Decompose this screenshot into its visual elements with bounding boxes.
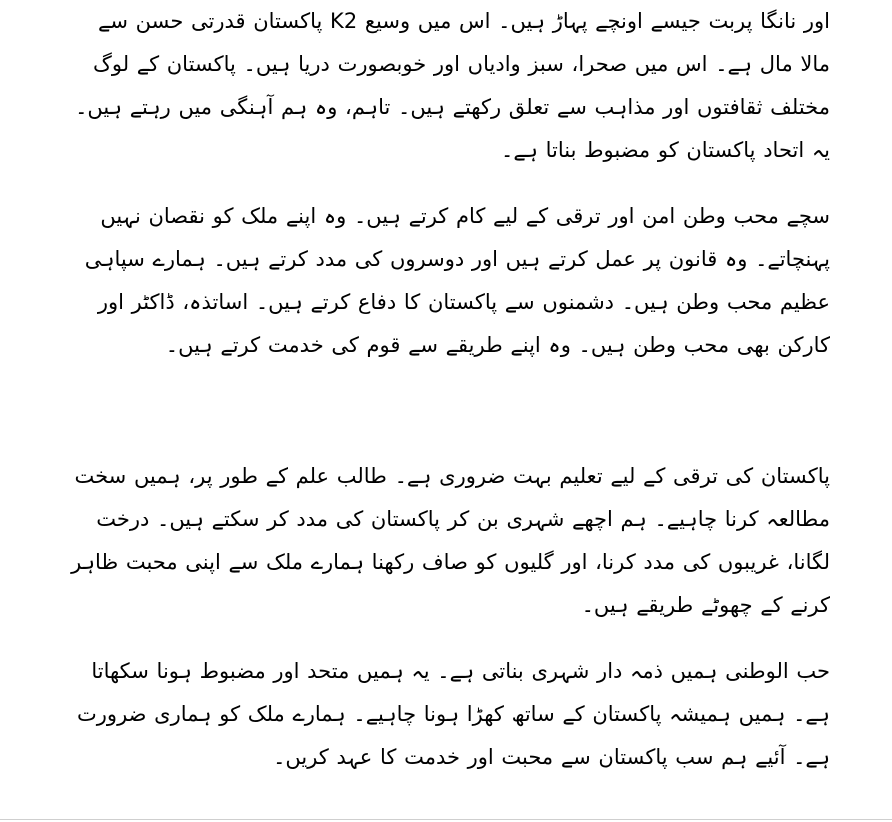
- paragraph-natural-beauty: اور نانگا پربت جیسے اونچے پہاڑ ہیں۔ اس میں وسیع K2 پاکستان قدرتی حسن سے مالا مال ہے۔ اس میں صحرا، سبز وادیاں اور خوبصورت دریا ہیں۔ پاکستان کے لوگ مختلف ثقافتوں اور مذاہب سے تعلق رکھتے ہیں۔ تاہم، وہ ہم آہنگی میں رہتے ہیں۔ یہ اتحاد پاکستان کو مضبوط بناتا ہے۔: [75, 9, 830, 162]
- bottom-divider: [0, 819, 892, 820]
- paragraph-patriotism: حب الوطنی ہمیں ذمہ دار شہری بناتی ہے۔ یہ ہمیں متحد اور مضبوط ہونا سکھاتا ہے۔ ہمیں ہمیشہ پاکستان کے ساتھ کھڑا ہونا چاہیے۔ ہمارے ملک کو ہماری ضرورت ہے۔ آئیے ہم سب پاکستان سے محبت اور خدمت کا عہد کریں۔: [77, 659, 830, 769]
- paragraph-true-patriots: سچے محب وطن امن اور ترقی کے لیے کام کرتے ہیں۔ وہ اپنے ملک کو نقصان نہیں پہنچاتے۔ وہ قانون پر عمل کرتے ہیں اور دوسروں کی مدد کرتے ہیں۔ ہمارے سپاہی عظیم محب وطن ہیں۔ دشمنوں سے پاکستان کا دفاع کرتے ہیں۔ اساتذہ، ڈاکٹر اور کارکن بھی محب وطن ہیں۔ وہ اپنے طریقے سے قوم کی خدمت کرتے ہیں۔: [84, 204, 830, 357]
- paragraph-education: پاکستان کی ترقی کے لیے تعلیم بہت ضروری ہے۔ طالب علم کے طور پر، ہمیں سخت مطالعہ کرنا چاہیے۔ ہم اچھے شہری بن کر پاکستان کی مدد کر سکتے ہیں۔ درخت لگانا، غریبوں کی مدد کرنا، اور گلیوں کو صاف رکھنا ہمارے ملک سے اپنی محبت ظاہر کرنے کے چھوٹے طریقے ہیں۔: [71, 464, 830, 617]
